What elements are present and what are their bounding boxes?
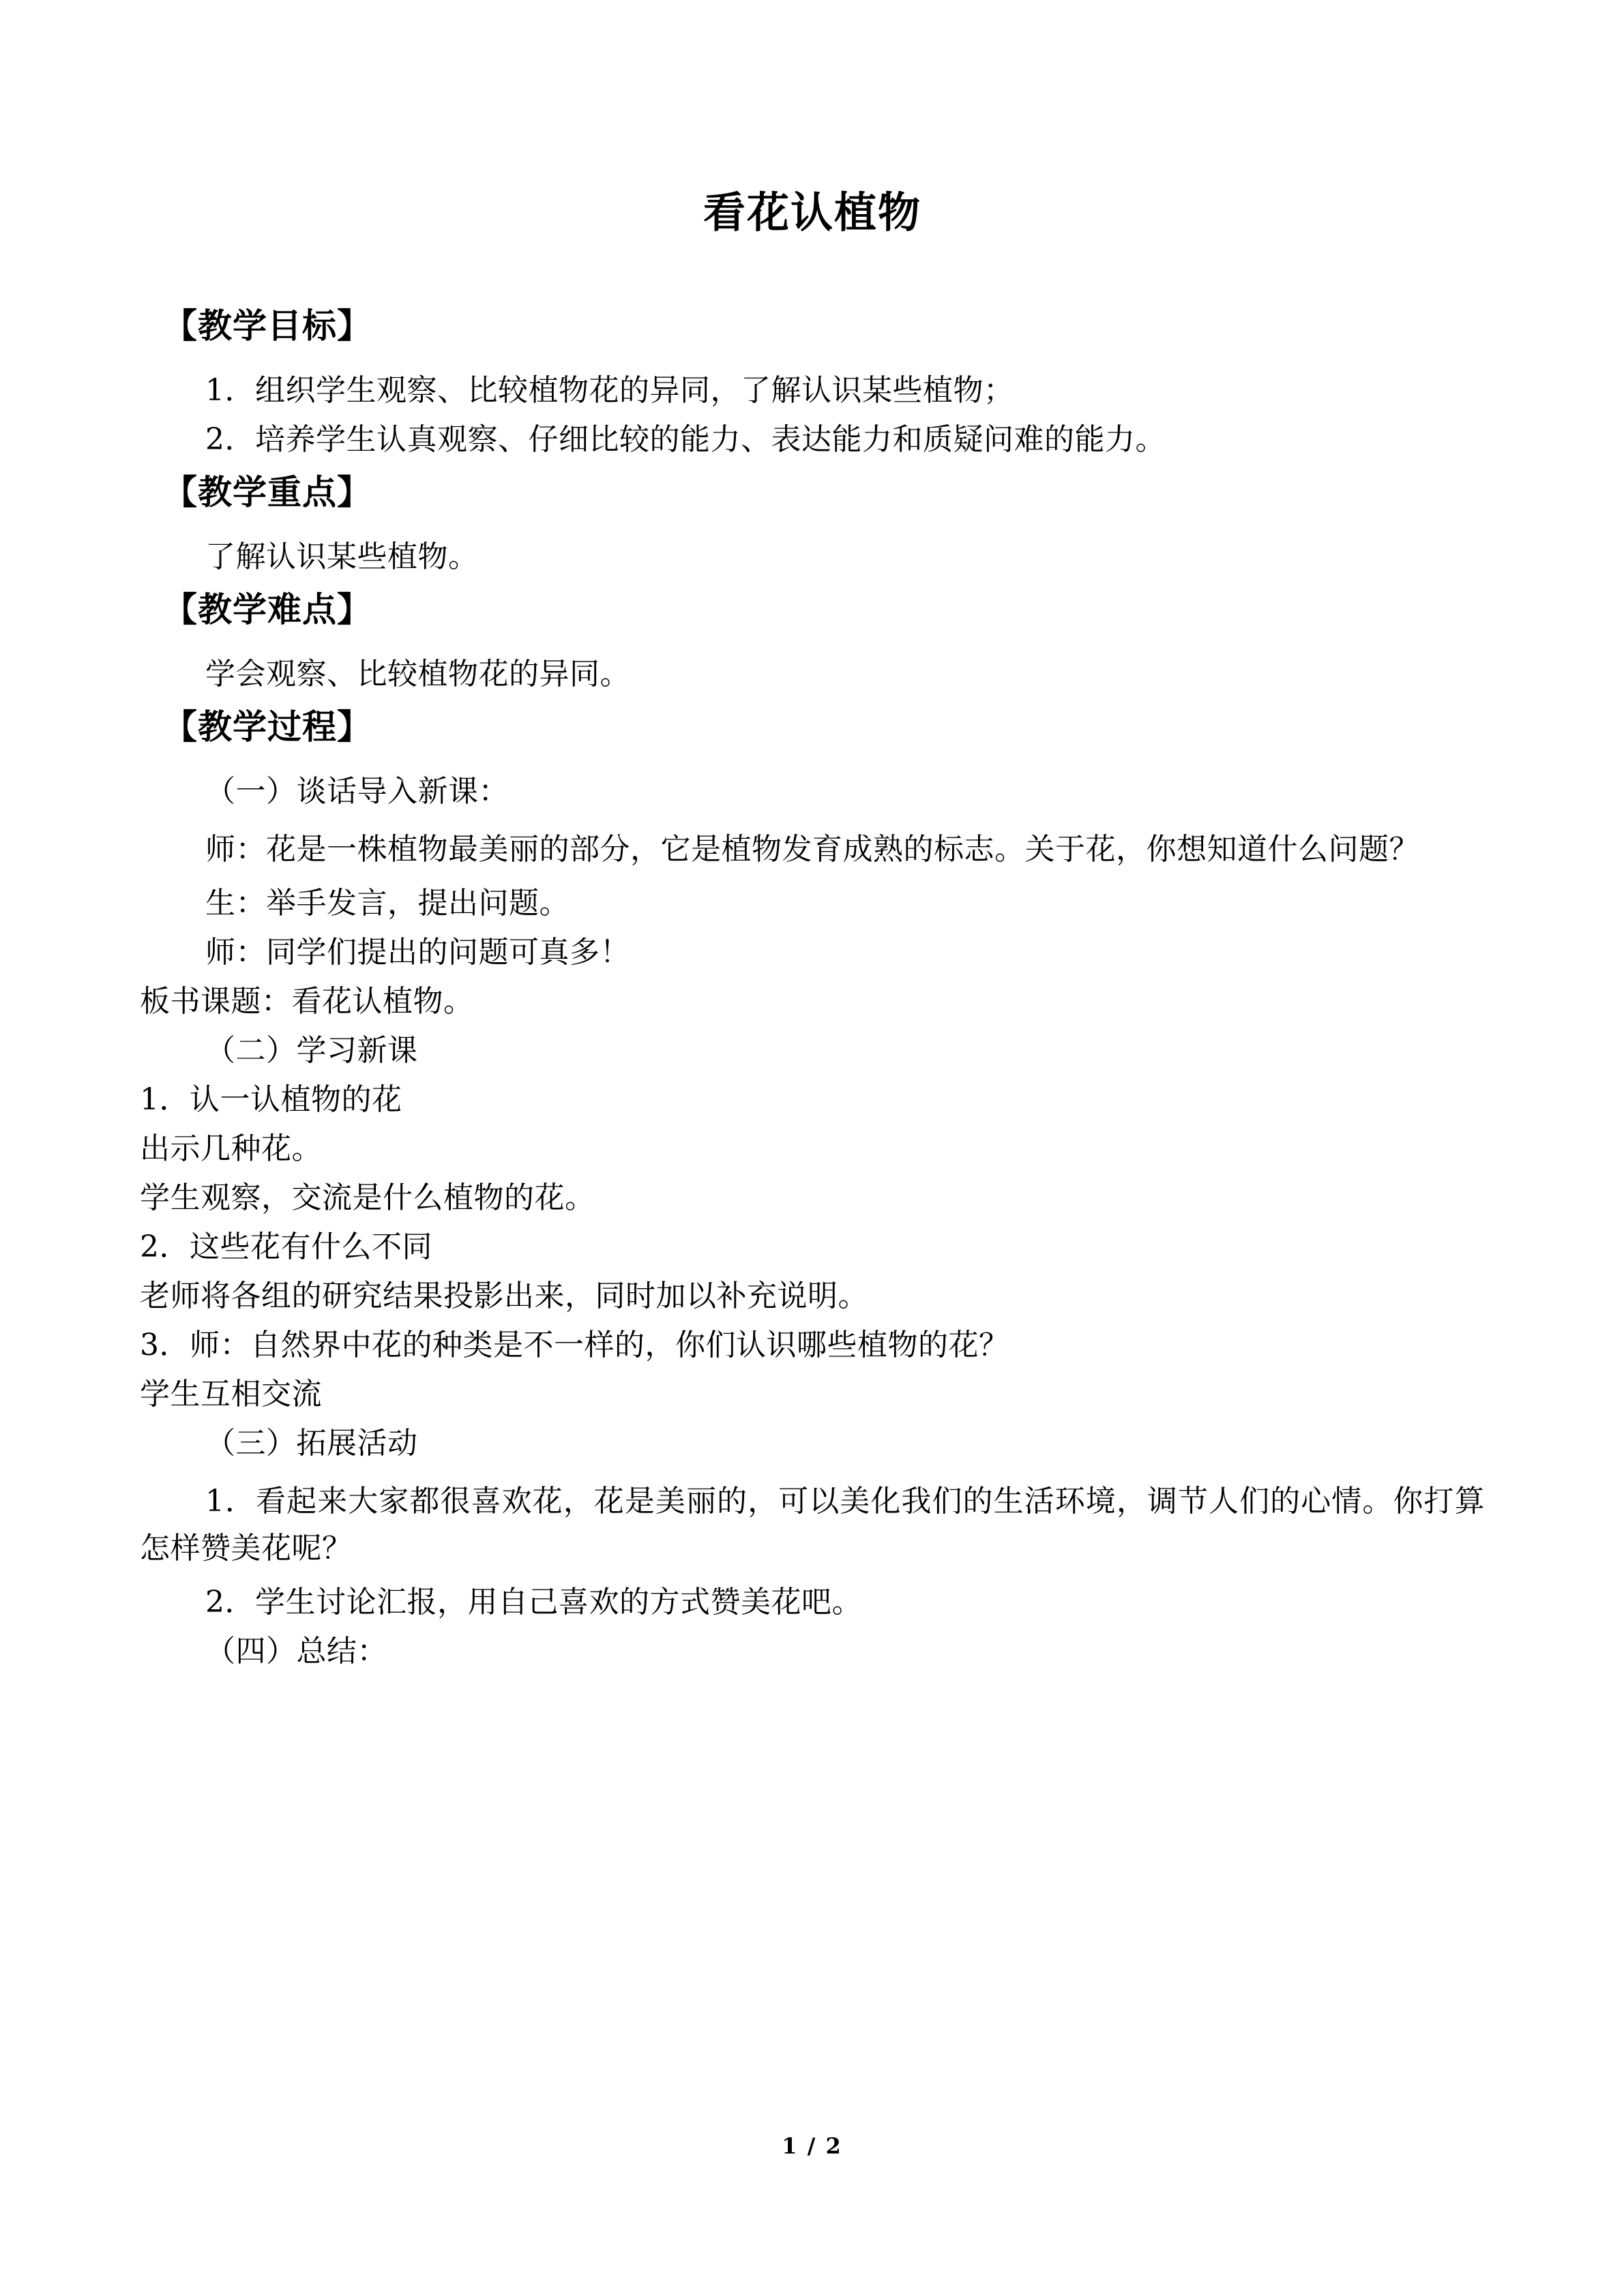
spacer bbox=[140, 343, 1485, 376]
section-heading-difficult-points: 【教学难点】 bbox=[163, 590, 372, 630]
process-part-two-label: （二）学习新课 bbox=[205, 1032, 418, 1068]
key-point-item-1: 了解认识某些植物。 bbox=[205, 539, 479, 575]
section-heading-process: 【教学过程】 bbox=[163, 707, 372, 747]
spacer bbox=[140, 509, 1485, 542]
process-step-2-title: 2．这些花有什么不同 bbox=[140, 1229, 432, 1264]
process-step-1-title: 1．认一认植物的花 bbox=[140, 1082, 402, 1117]
spacer bbox=[140, 1115, 1485, 1134]
spacer bbox=[140, 1459, 1485, 1478]
process-part-four-label: （四）总结： bbox=[205, 1633, 387, 1669]
process-part-one-label: （一）谈话导入新课： bbox=[205, 774, 509, 809]
process-teacher-intro: 师：花是一株植物最美丽的部分，它是植物发育成熟的标志。关于花，你想知道什么问题？ bbox=[205, 832, 1419, 867]
page-title: 看花认植物 bbox=[703, 188, 921, 237]
difficult-point-item-1: 学会观察、比较植物花的异同。 bbox=[205, 657, 630, 692]
process-step-1-line-2: 学生观察，交流是什么植物的花。 bbox=[140, 1180, 595, 1215]
process-step-3-line-1: 学生互相交流 bbox=[140, 1376, 322, 1412]
process-step-3-title: 3．师：自然界中花的种类是不一样的，你们认识哪些植物的花？ bbox=[140, 1327, 1009, 1362]
page-content bbox=[140, 0, 1485, 1667]
spacer bbox=[140, 807, 1485, 826]
objective-item-1: 1．组织学生观察、比较植物花的异同，了解认识某些植物； bbox=[205, 373, 1014, 408]
process-board-title: 板书课题：看花认植物。 bbox=[140, 983, 474, 1019]
objective-item-2: 2．培养学生认真观察、仔细比较的能力、表达能力和质疑问难的能力。 bbox=[205, 422, 1166, 458]
process-part-three-item-1: 1．看起来大家都很喜欢花，花是美丽的，可以美化我们的生活环境，调节人们的心情。你打算怎样赞美花呢？ bbox=[140, 1483, 1485, 1566]
section-heading-objectives: 【教学目标】 bbox=[163, 306, 372, 346]
process-step-2-line-1: 老师将各组的研究结果投影出来，同时加以补充说明。 bbox=[140, 1278, 868, 1313]
spacer bbox=[140, 238, 1485, 309]
page-number: 1 / 2 bbox=[782, 2133, 842, 2159]
process-part-three-item-2: 2．学生讨论汇报，用自己喜欢的方式赞美花吧。 bbox=[205, 1584, 862, 1620]
spacer bbox=[140, 744, 1485, 777]
process-teacher-reply: 师：同学们提出的问题可真多！ bbox=[205, 934, 630, 970]
spacer bbox=[140, 627, 1485, 659]
section-heading-key-points: 【教学重点】 bbox=[163, 473, 372, 513]
process-student-reply: 生：举手发言，提出问题。 bbox=[205, 885, 570, 921]
spacer bbox=[140, 1360, 1485, 1380]
process-step-1-line-1: 出示几种花。 bbox=[140, 1131, 322, 1166]
process-part-three-label: （三）拓展活动 bbox=[205, 1425, 418, 1461]
